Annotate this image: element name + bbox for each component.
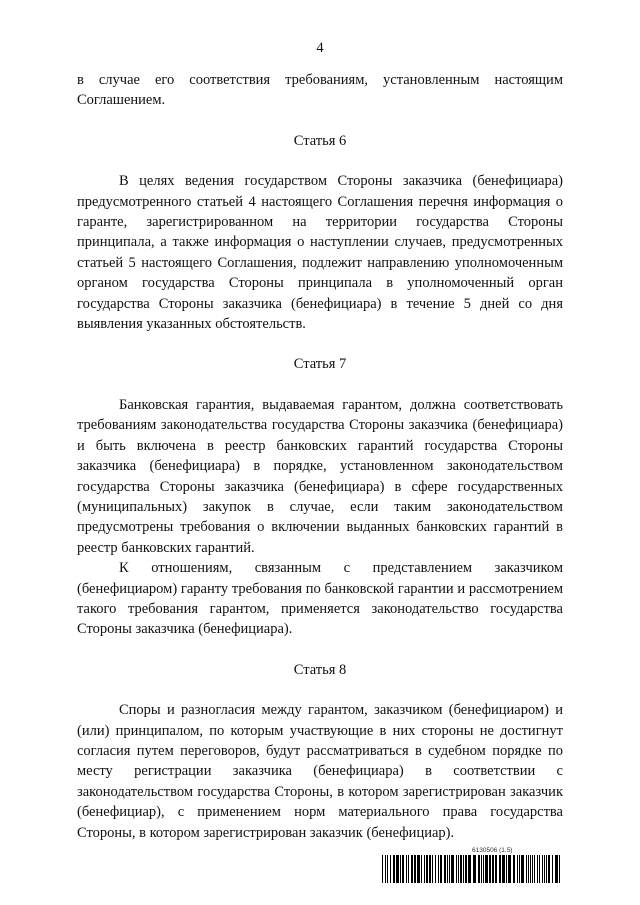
article-6-title: Статья 6	[293, 132, 347, 149]
document-code: 6130506 (1.5)	[472, 847, 513, 854]
article-8-paragraph: Споры и разногласия между гарантом, заказчиком (бенефициаром) и (или) принципалом, по которым участвующие в них стороны не достигнут согласия путем переговоров, будут рассматриваться в судебном порядке по месту регистрации заказчика (бенефициара) в соответствии с законодательством государства Стороны, в котором зарегистрирован заказчик (бенефициар), с применением норм материального права государства Стороны, в котором зарегистрирован заказчик (бенефициар).	[77, 702, 563, 841]
article-6-paragraph: В целях ведения государством Стороны заказчика (бенефициара) предусмотренного статьей 4 настоящего Соглашения перечня информация о гаранте, зарегистрированном на территории государства Стороны принципала, а также информация о наступлении случаев, предусмотренных статьей 5 настоящего Соглашения, подлежит направлению уполномоченным органом государства Стороны принципала в уполномоченный орган государства Стороны заказчика (бенефициара) в течение 5 дней со дня выявления указанных обстоятельств.	[77, 173, 563, 333]
page-number: 4	[316, 40, 324, 56]
article-7-paragraph-1: Банковская гарантия, выдаваемая гарантом, должна соответствовать требованиям законодательства государства Стороны заказчика (бенефициара) и быть включена в реестр банковских гарантий государства Стороны заказчика (бенефициара) в порядке, установленном законодательством государства Стороны заказчика (бенефициара) в сфере государственных (муниципальных) закупок в случае, если таким законодательством предусмотрены требования о включении выданных банковских гарантий в реестр банковских гарантий.	[77, 396, 563, 556]
article-7-title: Статья 7	[293, 356, 347, 373]
document-footer	[382, 847, 562, 883]
intro-paragraph: в случае его соответствия требованиям, установленным настоящим Соглашением.	[77, 72, 563, 109]
barcode-icon	[382, 855, 562, 883]
article-7-paragraph-2: К отношениям, связанным с представлением заказчиком (бенефициаром) гаранту требования по банковской гарантии и рассмотрением такого требования гарантом, применяется законодательство государства Стороны заказчика (бенефициара).	[77, 560, 563, 638]
document-body	[77, 70, 563, 843]
article-8-title: Статья 8	[293, 661, 347, 678]
